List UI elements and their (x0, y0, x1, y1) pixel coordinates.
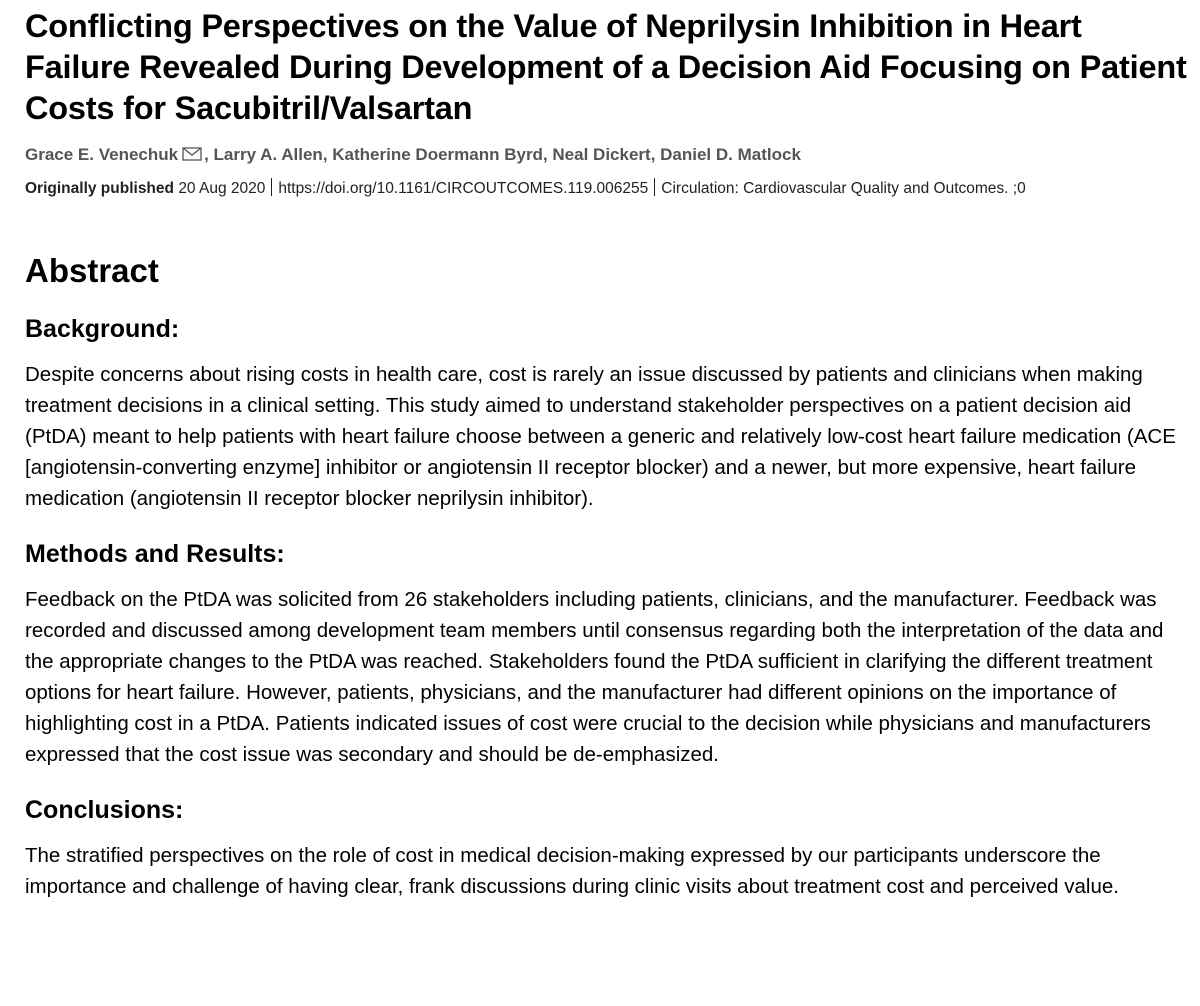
section-heading: Background: (25, 315, 180, 343)
mail-icon[interactable] (182, 145, 202, 167)
divider (654, 178, 655, 196)
section-text: The stratified perspectives on the role of cost in medical decision-making expressed by our participants underscore the importance and challenge of having clear, frank discussions during clinic visits about treatment cost and perceived value. (25, 844, 1119, 898)
section-text: Despite concerns about rising costs in health care, cost is rarely an issue discussed by patients and clinicians when making treatment decisions in a clinical setting. This study aimed to understand stakeholder perspectives on a patient decision aid (PtDA) meant to help patients with heart failure choose between a generic and relatively low-cost heart failure medication (ACE [angiotensin-converting enzyme] inhibitor or angiotensin II receptor blocker) and a newer, but more expensive, heart failure medication (angiotensin II receptor blocker neprilysin inhibitor). (25, 363, 1176, 510)
author-separator: , (322, 145, 333, 164)
author-link[interactable]: Grace E. Venechuk (25, 145, 179, 164)
author-separator: , (650, 145, 661, 164)
author-separator: , (542, 145, 553, 164)
doi-link[interactable]: https://doi.org/10.1161/CIRCOUTCOMES.119.006255 (278, 180, 649, 197)
author-separator: , (204, 145, 214, 164)
author-link[interactable]: Daniel D. Matlock (660, 145, 801, 164)
author-link[interactable]: Katherine Doermann Byrd (332, 145, 543, 164)
section-heading: Methods and Results: (25, 540, 285, 568)
publication-info (25, 178, 1190, 199)
published-date: 20 Aug 2020 (178, 180, 266, 197)
abstract-section-conclusions (25, 794, 1190, 902)
divider (271, 178, 272, 196)
abstract-heading: Abstract (25, 252, 159, 289)
author-link[interactable]: Neal Dickert (552, 145, 651, 164)
published-label: Originally published (25, 180, 174, 197)
author-link[interactable]: Larry A. Allen (213, 145, 323, 164)
abstract-section-background (25, 313, 1190, 514)
section-heading: Conclusions: (25, 796, 184, 824)
journal-name: Circulation: Cardiovascular Quality and Outcomes. ;0 (661, 180, 1026, 197)
author-list (25, 144, 1190, 167)
article-page (0, 6, 1200, 902)
article-title: Conflicting Perspectives on the Value of Neprilysin Inhibition in Heart Failure Revealed During Development of a Decision Aid Focusing on Patient Costs for Sacubitril/Valsartan (25, 8, 1187, 126)
section-text: Feedback on the PtDA was solicited from 26 stakeholders including patients, clinicians, and the manufacturer. Feedback was recorded and discussed among development team members until consensus regarding both the interpretation of the data and the appropriate changes to the PtDA was reached. Stakeholders found the PtDA sufficient in clarifying the different treatment options for heart failure. However, patients, physicians, and the manufacturer had different opinions on the importance of highlighting cost in a PtDA. Patients indicated issues of cost were crucial to the decision while physicians and manufacturers expressed that the cost issue was secondary and should be de-emphasized. (25, 588, 1164, 766)
abstract-section-methods-results (25, 538, 1190, 770)
